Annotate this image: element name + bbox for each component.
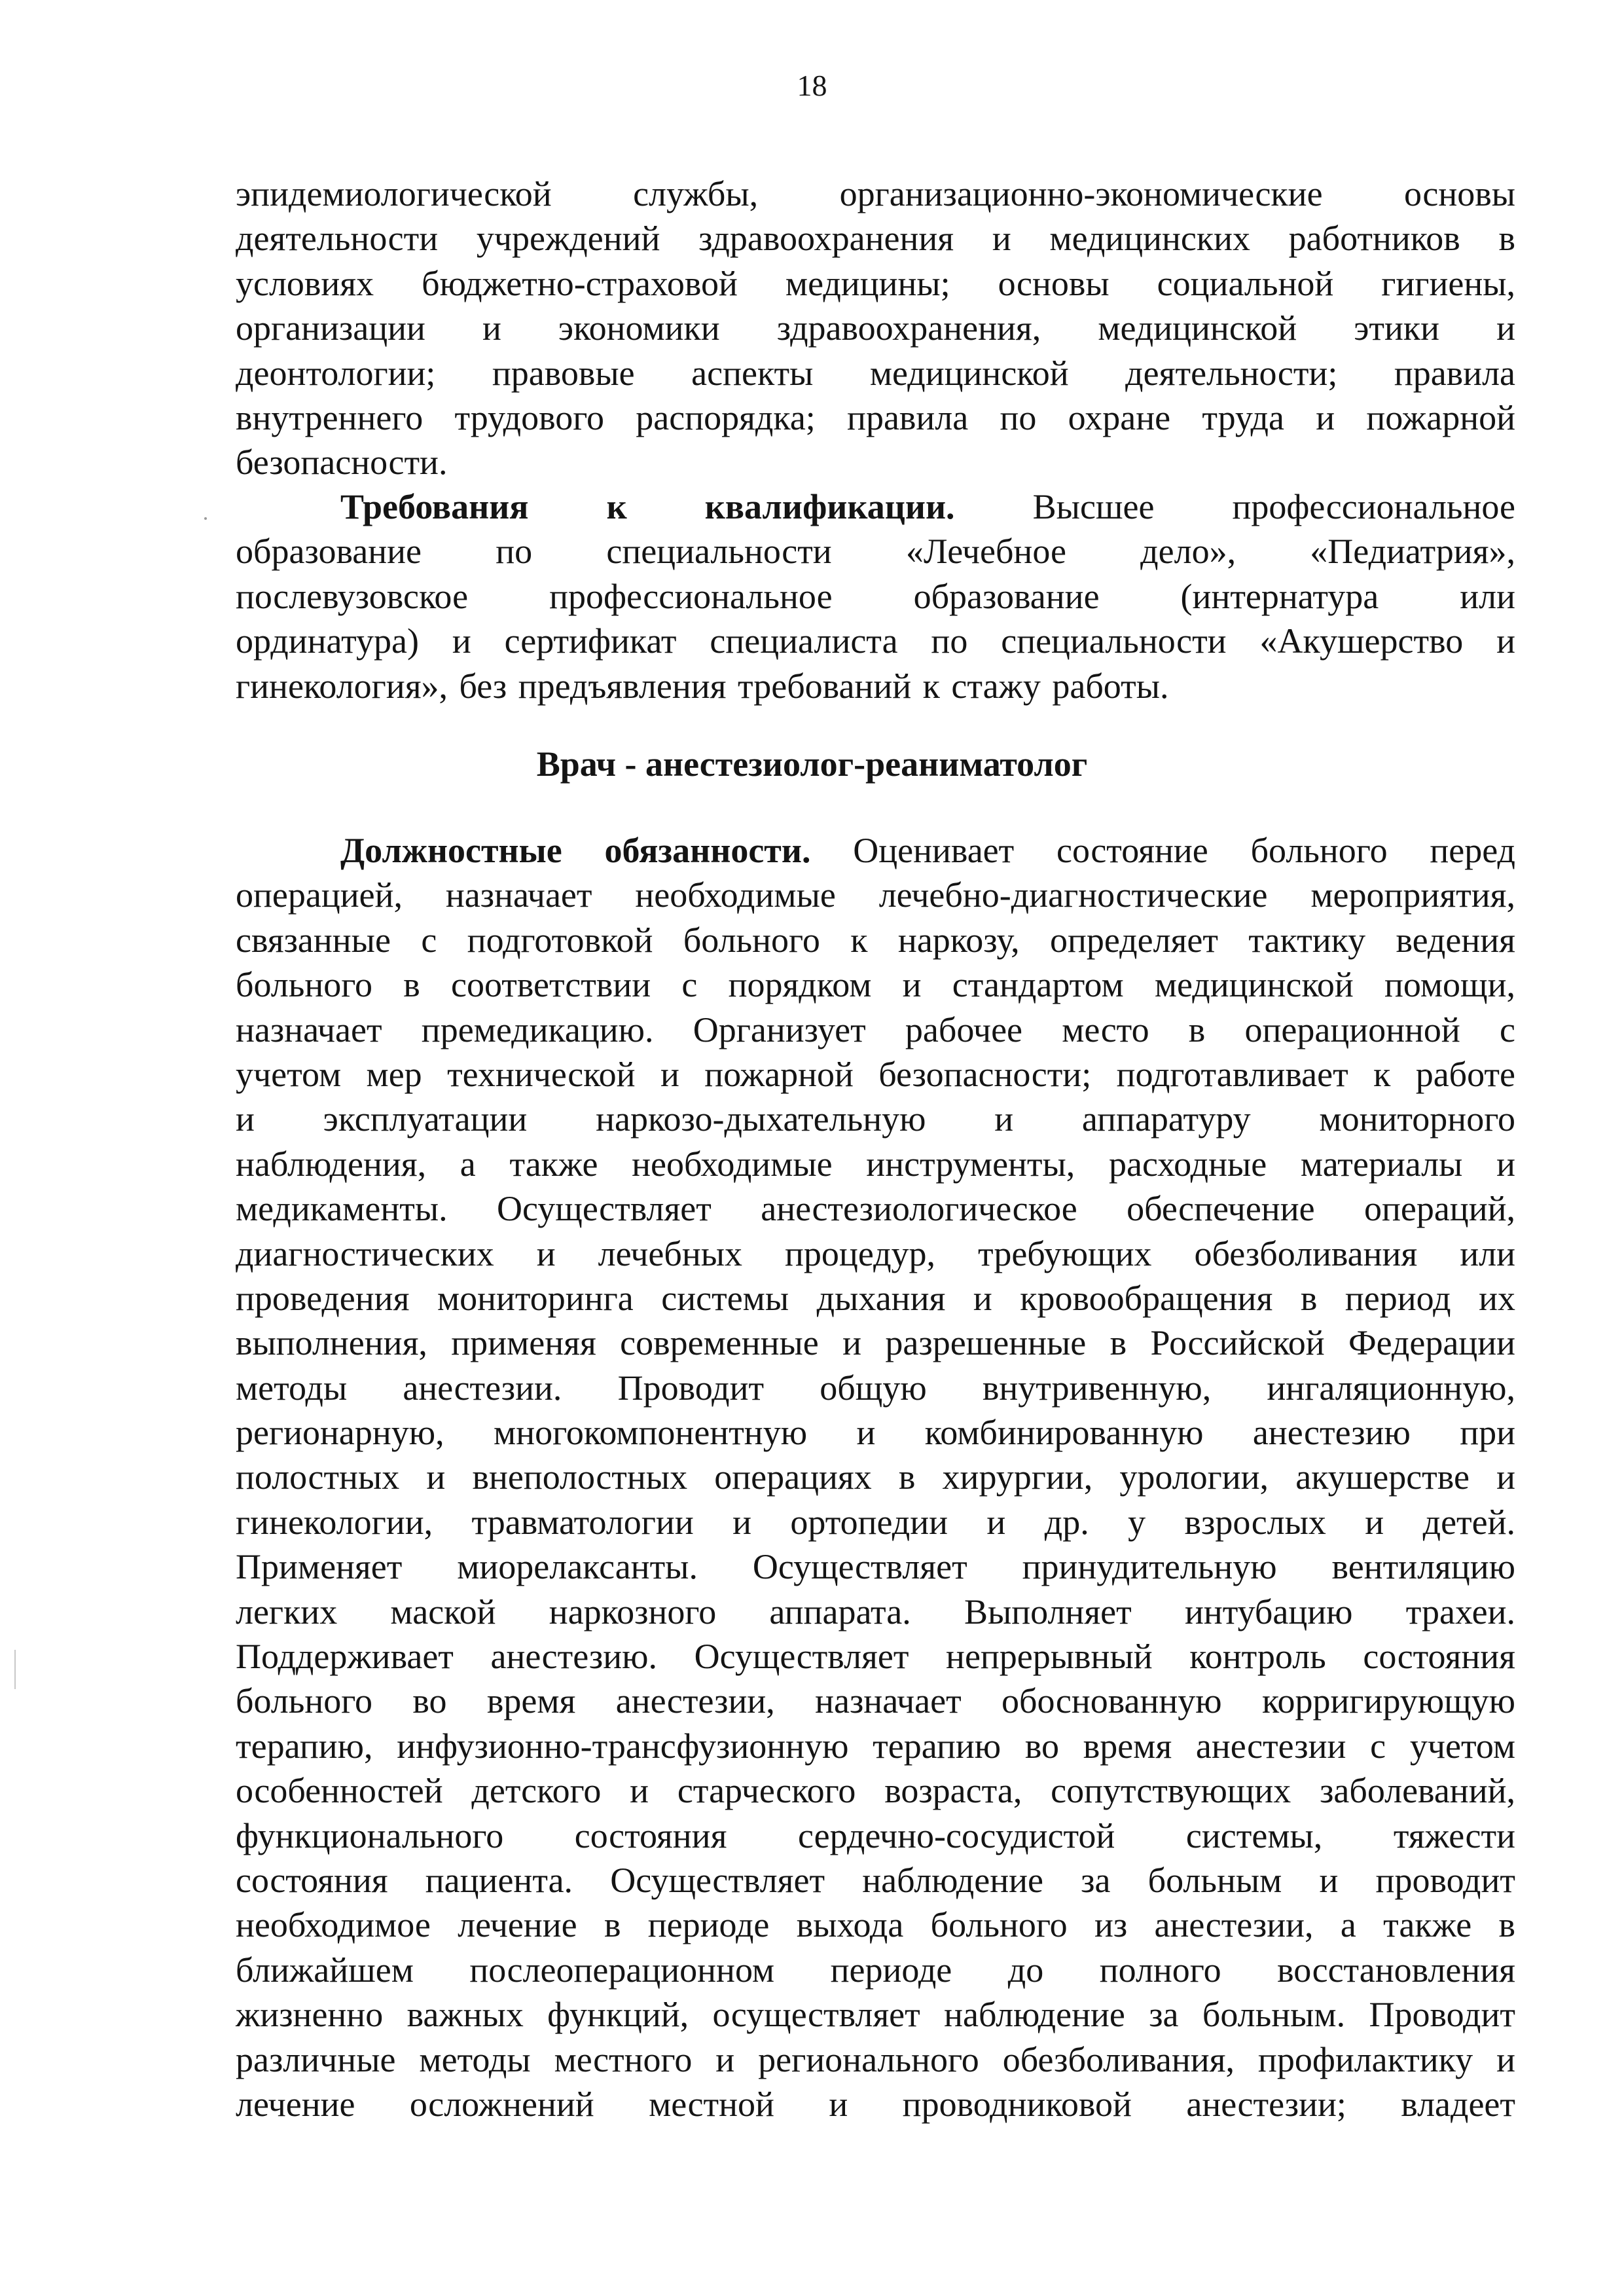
text-line: послевузовское профессиональное образование (интернатура или bbox=[236, 576, 1515, 616]
text-line: назначает премедикацию. Организует рабочее место в операционной с bbox=[236, 1010, 1515, 1049]
text-line: полостных и внеполостных операциях в хирургии, урологии, акушерстве и bbox=[236, 1457, 1515, 1497]
duties-first-line-rest: Оценивает состояние больного перед bbox=[853, 831, 1515, 870]
paragraph-duties bbox=[236, 828, 1515, 2126]
text-line: регионарную, многокомпонентную и комбинированную анестезию при bbox=[236, 1413, 1515, 1453]
text-line: наблюдения, а также необходимые инструменты, расходные материалы и bbox=[236, 1144, 1515, 1184]
text-line: безопасности. bbox=[236, 443, 448, 483]
scan-artifact bbox=[204, 517, 207, 520]
text-line: ближайшем послеоперационном периоде до полного восстановления bbox=[236, 1950, 1515, 1990]
text-line: особенностей детского и старческого возраста, сопутствующих заболеваний, bbox=[236, 1771, 1515, 1811]
text-line: деонтологии; правовые аспекты медицинской деятельности; правила bbox=[236, 353, 1515, 393]
text-line: диагностических и лечебных процедур, требующих обезболивания или bbox=[236, 1233, 1515, 1273]
text-line: различные методы местного и регионального обезболивания, профилактику и bbox=[236, 2039, 1515, 2079]
text-line: жизненно важных функций, осуществляет наблюдение за больным. Проводит bbox=[236, 1995, 1515, 2035]
text-line: ординатура) и сертификат специалиста по специальности «Акушерство и bbox=[236, 621, 1515, 661]
text-line: проведения мониторинга системы дыхания и кровообращения в период их bbox=[236, 1278, 1515, 1318]
text-line: медикаменты. Осуществляет анестезиологическое обеспечение операций, bbox=[236, 1189, 1515, 1229]
text-line: гинекология», без предъявления требований к стажу работы. bbox=[236, 666, 1169, 706]
text-line: Поддерживает анестезию. Осуществляет непрерывный контроль состояния bbox=[236, 1637, 1515, 1677]
text-line: и эксплуатации наркозо-дыхательную и аппаратуру мониторного bbox=[236, 1099, 1515, 1139]
text-line: лечение осложнений местной и проводниковой анестезии; владеет bbox=[236, 2084, 1515, 2124]
text-line: терапию, инфузионно-трансфузионную терапию во время анестезии с учетом bbox=[236, 1726, 1515, 1766]
text-line: внутреннего трудового распорядка; правила по охране труда и пожарной bbox=[236, 397, 1515, 437]
text-line: гинекологии, травматологии и ортопедии и др. у взрослых и детей. bbox=[236, 1502, 1515, 1542]
text-line: больного во время анестезии, назначает обоснованную корригирующую bbox=[236, 1681, 1515, 1721]
qualifications-first-line-rest: Высшее профессиональное bbox=[1032, 487, 1515, 526]
text-line: методы анестезии. Проводит общую внутривенную, ингаляционную, bbox=[236, 1368, 1515, 1408]
paragraph-qualifications bbox=[236, 484, 1515, 708]
duties-first-line bbox=[236, 828, 1515, 873]
duties-label: Должностные обязанности. bbox=[340, 831, 811, 870]
text-line: необходимое лечение в периоде выхода больного из анестезии, а также в bbox=[236, 1905, 1515, 1945]
paragraph-continuation bbox=[236, 172, 1515, 485]
section-title: Врач - анестезиолог-реаниматолог bbox=[536, 744, 1088, 784]
text-line: больного в соответствии с порядком и стандартом медицинской помощи, bbox=[236, 965, 1515, 1005]
text-line: Применяет миорелаксанты. Осуществляет принудительную вентиляцию bbox=[236, 1547, 1515, 1587]
text-line: функционального состояния сердечно-сосудистой системы, тяжести bbox=[236, 1815, 1515, 1855]
qualifications-label: Требования к квалификации. bbox=[340, 487, 955, 526]
text-line: связанные с подготовкой больного к наркозу, определяет тактику ведения bbox=[236, 920, 1515, 960]
text-line: учетом мер технической и пожарной безопасности; подготавливает к работе bbox=[236, 1054, 1515, 1094]
text-line: деятельности учреждений здравоохранения и медицинских работников в bbox=[236, 219, 1515, 259]
text-line: операцией, назначает необходимые лечебно-диагностические мероприятия, bbox=[236, 875, 1515, 915]
text-line: состояния пациента. Осуществляет наблюдение за больным и проводит bbox=[236, 1860, 1515, 1900]
text-line: легких маской наркозного аппарата. Выполняет интубацию трахеи. bbox=[236, 1592, 1515, 1631]
scan-artifact bbox=[14, 1650, 16, 1689]
text-line: выполнения, применяя современные и разрешенные в Российской Федерации bbox=[236, 1323, 1515, 1363]
text-line: организации и экономики здравоохранения, медицинской этики и bbox=[236, 308, 1515, 348]
text-line: условиях бюджетно-страховой медицины; основы социальной гигиены, bbox=[236, 263, 1515, 303]
text-line: эпидемиологической службы, организационно-экономические основы bbox=[236, 174, 1515, 213]
text-line: образование по специальности «Лечебное дело», «Педиатрия», bbox=[236, 532, 1515, 572]
qualifications-first-line bbox=[236, 484, 1515, 529]
page-number: 18 bbox=[797, 69, 827, 102]
